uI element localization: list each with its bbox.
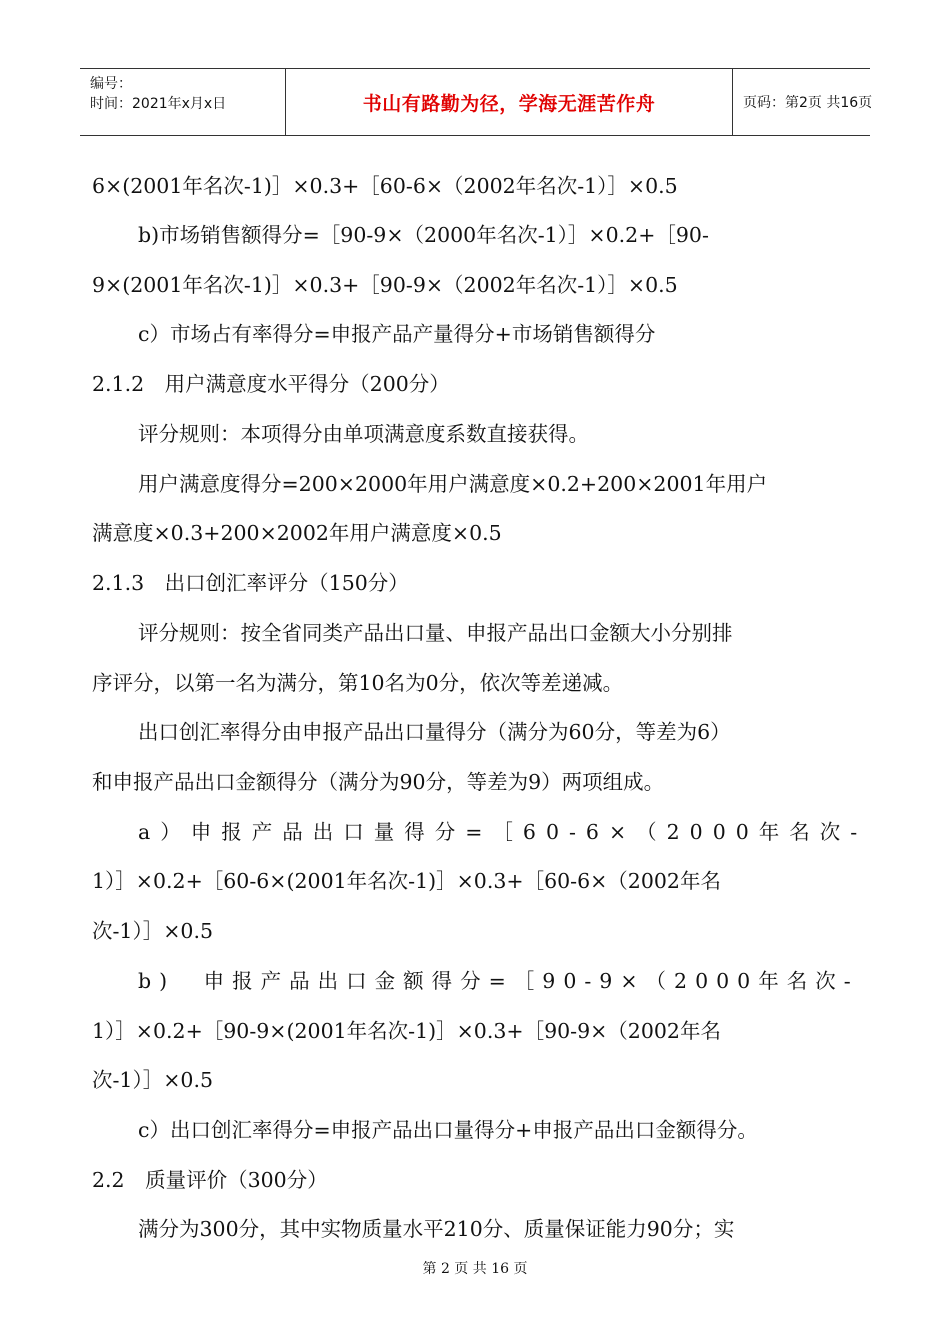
body-line: a）申报产品出口量得分=［60-6×（2000年名次- (138, 820, 868, 844)
body-line: 序评分，以第一名为满分，第10名为0分，依次等差递减。 (92, 671, 624, 695)
body-line: 9×(2001年名次-1)］×0.3+［90-9×（2002年名次-1）］×0.5 (92, 273, 678, 297)
body-line: 满意度×0.3+200×2002年用户满意度×0.5 (92, 521, 502, 545)
body-line: 次-1）］×0.5 (92, 1068, 213, 1092)
page-footer: 第 2 页 共 16 页 (422, 1261, 528, 1277)
header-motto-cell (285, 69, 733, 135)
header-meta (80, 69, 285, 135)
body-line: 评分规则：按全省同类产品出口量、申报产品出口金额大小分别排 (138, 621, 733, 645)
section-heading: 2.2 质量评价（300分） (92, 1168, 328, 1192)
document-number-label: 编号： (90, 76, 132, 92)
body-line: 1）］×0.2+［90-9×(2001年名次-1)］×0.3+［90-9×（2002年名 (92, 1019, 721, 1043)
page-header (80, 68, 873, 136)
body-line: b)市场销售额得分=［90-9×（2000年名次-1）］×0.2+［90- (138, 223, 709, 247)
body-line: 满分为300分，其中实物质量水平210分、质量保证能力90分；实 (138, 1217, 735, 1241)
section-heading: 2.1.3 出口创汇率评分（150分） (92, 571, 409, 595)
body-line: c）市场占有率得分=申报产品产量得分+市场销售额得分 (138, 322, 656, 346)
header-page-code: 页码：第2页 共16页 (743, 95, 873, 111)
body-line: 1）］×0.2+［60-6×(2001年名次-1)］×0.3+［60-6×（2002年名 (92, 869, 721, 893)
body-line: 和申报产品出口金额得分（满分为90分，等差为9）两项组成。 (92, 770, 665, 794)
section-heading: 2.1.2 用户满意度水平得分（200分） (92, 372, 450, 396)
body-line: 评分规则：本项得分由单项满意度系数直接获得。 (138, 422, 589, 446)
body-line: 6×(2001年名次-1)］×0.3+［60-6×（2002年名次-1）］×0.5 (92, 174, 678, 198)
body-line: 出口创汇率得分由申报产品出口量得分（满分为60分，等差为6） (138, 720, 731, 744)
body-line: 用户满意度得分=200×2000年用户满意度×0.2+200×2001年用户 (138, 472, 768, 496)
body-line: 次-1）］×0.5 (92, 919, 213, 943)
header-motto: 书山有路勤为径，学海无涯苦作舟 (362, 92, 656, 115)
document-time-label: 时间：2021年x月x日 (90, 96, 227, 112)
body-line: c）出口创汇率得分=申报产品出口量得分+申报产品出口金额得分。 (138, 1118, 758, 1142)
body-line: b) 申报产品出口金额得分=［90-9×（2000年名次- (138, 969, 859, 993)
